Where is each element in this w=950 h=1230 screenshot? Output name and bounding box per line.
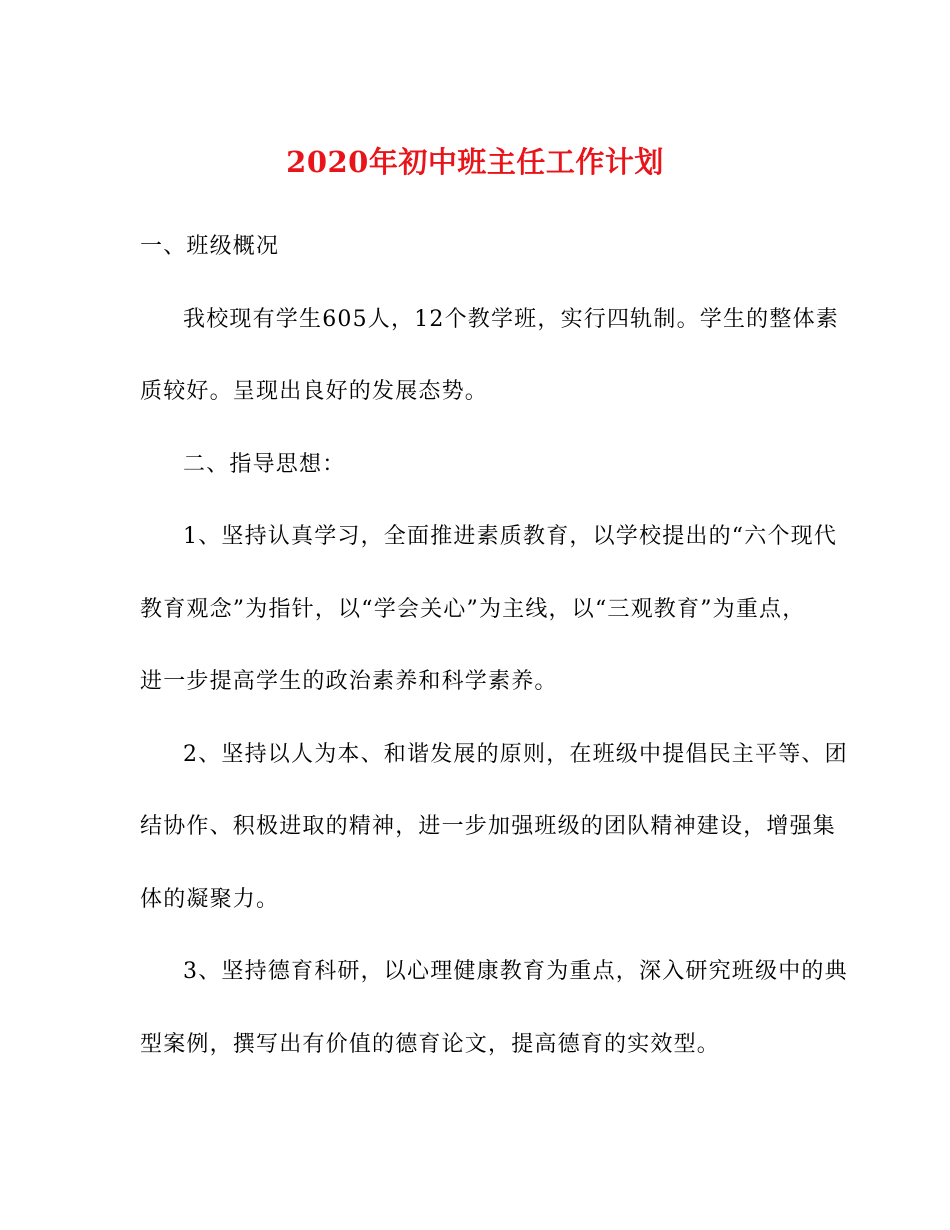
paragraph-line: 3、坚持德育科研，以心理健康教育为重点，深入研究班级中的典 [183,959,848,984]
paragraph-line: 进一步提高学生的政治素养和科学素养。 [140,669,558,694]
paragraph-line: 结协作、积极进取的精神，进一步加强班级的团队精神建设，增强集 [140,814,837,839]
section-heading-class-overview: 一、班级概况 [140,234,280,259]
document-title: 2020年初中班主任工作计划 [286,145,664,179]
paragraph-line: 我校现有学生605人，12个教学班，实行四轨制。学生的整体素 [183,307,839,332]
paragraph-line: 2、坚持以人为本、和谐发展的原则，在班级中提倡民主平等、团 [183,742,848,767]
paragraph-line: 质较好。呈现出良好的发展态势。 [140,379,489,404]
paragraph-line: 型案例，撰写出有价值的德育论文，提高德育的实效型。 [140,1032,721,1057]
section-heading-guiding-ideology: 二、指导思想： [183,452,346,477]
paragraph-line: 体的凝聚力。 [140,887,280,912]
paragraph-line: 教育观念”为指针，以“学会关心”为主线，以“三观教育”为重点， [140,597,806,622]
paragraph-line: 1、坚持认真学习，全面推进素质教育，以学校提出的“六个现代 [183,524,838,549]
